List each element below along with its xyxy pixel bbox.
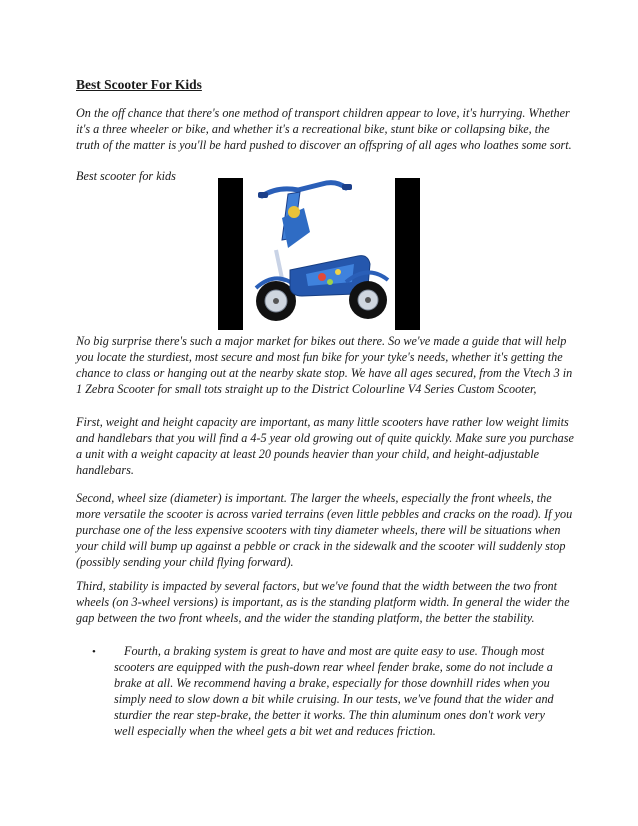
paragraph-wheel-size: Second, wheel size (diameter) is important. The larger the wheels, especially the front wheels, the more versatile the scooter is across varied terrains (even little pebbles and cracks on the road). If you purchase one of the less expensive scooters with tiny diameter wheels, there will be situations when your child will bump up against a pebble or crack in the sidewalk and the scooter will suddenly stop (possibly sending your child flying forward). [76, 491, 573, 569]
paragraph-market: No big surprise there's such a major market for bikes out there. So we've made a guide that will help you locate the sturdiest, most secure and most fun bike for your tyke's needs, whether it's getting the chance to class or hanging out at the nearby skate stop. We have all ages secured, from the Vtech 3 in 1 Zebra Scooter for small tots straight up to the District Colourline V4 Series Custom Scooter, [76, 334, 573, 396]
bullet-braking-system: Fourth, a braking system is great to have and most are quite easy to use. Though most scooters are equipped with the push-down rear wheel fender brake, some do not include a brake at all. We recommend having a brake, especially for those downhill rides when you simply need to slow down a bit while cruising. In our tests, we've found that the wider and sturdier the rear step-brake, the better it works. The thin aluminum ones don't work very well especially when the wheel gets a bit wet and reduces friction. [114, 644, 554, 738]
paragraph-weight-height: First, weight and height capacity are important, as many little scooters have rather low weight limits and handlebars that you will find a 4-5 year old growing out of quite quickly. Make sure you purchase a unit with a weight capacity at least 20 pounds heavier than your child, and height-adjustable handlebars. [76, 415, 574, 477]
paragraph-stability: Third, stability is impacted by several factors, but we've found that the width between the two front wheels (on 3-wheel versions) is important, as is the standing platform width. In general the wider the gap between the two front wheels, and the wider the standing platform, the better the stability. [76, 579, 570, 625]
document-title: Best Scooter For Kids [76, 77, 202, 92]
intro-paragraph: On the off chance that there's one method of transport children appear to love, it's hurrying. Whether it's a three wheeler or bike, and whether it's a recreational bike, stunt bike or collapsing bike, the truth of the matter is you'll be hard pushed to discover an offspring of all ages who loathes some sort. [76, 106, 572, 152]
image-caption: Best scooter for kids [76, 169, 176, 183]
scooter-photo [218, 178, 420, 330]
bullet-marker: • [92, 646, 96, 658]
